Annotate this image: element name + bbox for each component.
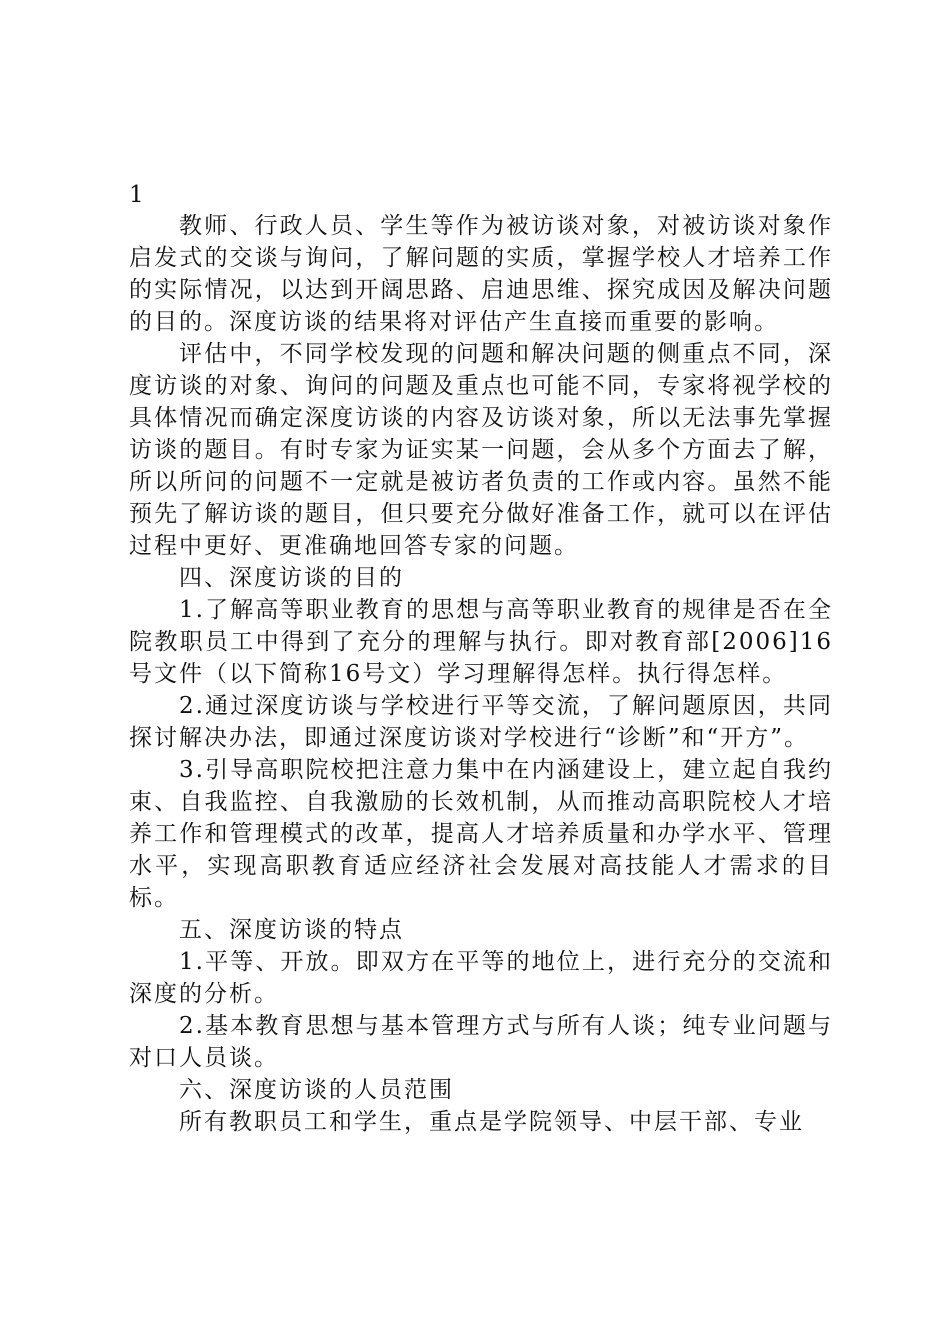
purpose-item-3: 3.引导高职院校把注意力集中在内涵建设上，建立起自我约束、自我监控、自我激励的长效机制，从而推动高职院校人才培养工作和管理模式的改革，提高人才培养质量和办学水平、管理水平，实现高职教育适应经济社会发展对高技能人才需求的目标。 xyxy=(129,757,833,911)
document-body xyxy=(129,180,833,1138)
paragraph-evaluation-focus: 评估中，不同学校发现的问题和解决问题的侧重点不同，深度访谈的对象、询问的问题及重点也可能不同，专家将视学校的具体情况而确定深度访谈的内容及访谈对象，所以无法事先掌握访谈的题目。有时专家为证实某一问题，会从多个方面去了解，所以所问的问题不一定就是被访者负责的工作或内容。虽然不能预先了解访谈的题目，但只要充分做好准备工作，就可以在评估过程中更好、更准确地回答专家的问题。 xyxy=(129,341,833,559)
purpose-item-2: 2.通过深度访谈与学校进行平等交流，了解问题原因，共同探讨解决办法，即通过深度访谈对学校进行“诊断”和“开方”。 xyxy=(129,693,833,751)
feature-item-1: 1.平等、开放。即双方在平等的地位上，进行充分的交流和深度的分析。 xyxy=(129,949,833,1007)
section-heading-scope: 六、深度访谈的人员范围 xyxy=(179,1077,454,1103)
paragraph-scope: 所有教职员工和学生，重点是学院领导、中层干部、专业 xyxy=(179,1109,804,1135)
section-heading-features: 五、深度访谈的特点 xyxy=(179,917,404,943)
page-number: 1 xyxy=(129,182,144,208)
purpose-item-1: 1.了解高等职业教育的思想与高等职业教育的规律是否在全院教职员工中得到了充分的理解与执行。即对教育部[2006]16号文件（以下简称16号文）学习理解得怎样。执行得怎样。 xyxy=(129,597,833,687)
paragraph-interview-objects: 教师、行政人员、学生等作为被访谈对象，对被访谈对象作启发式的交谈与询问，了解问题的实质，掌握学校人才培养工作的实际情况，以达到开阔思路、启迪思维、探究成因及解决问题的目的。深度访谈的结果将对评估产生直接而重要的影响。 xyxy=(129,213,833,335)
feature-item-2: 2.基本教育思想与基本管理方式与所有人谈；纯专业问题与对口人员谈。 xyxy=(129,1013,833,1071)
section-heading-purpose: 四、深度访谈的目的 xyxy=(179,565,404,591)
